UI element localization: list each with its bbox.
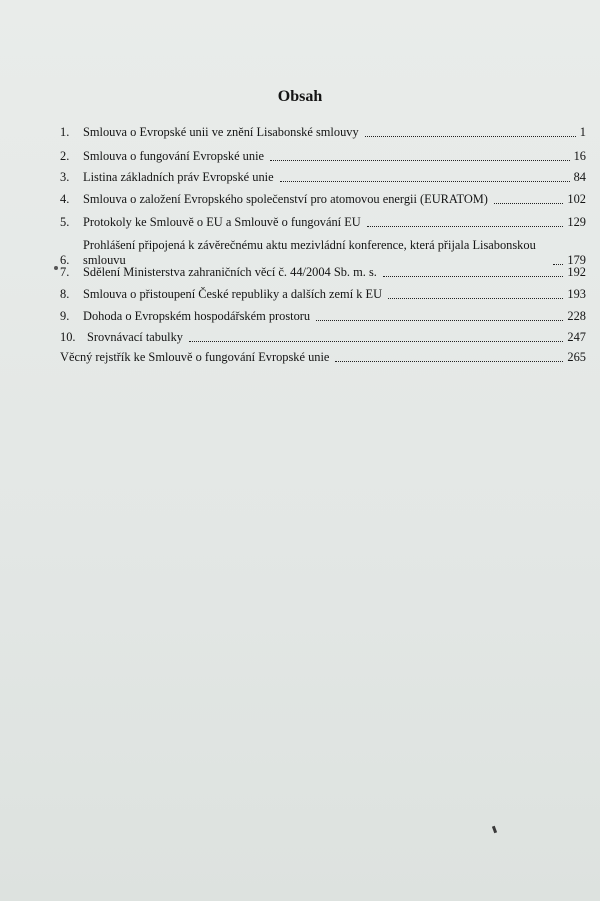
- toc-page: 179: [567, 253, 586, 267]
- toc-entry[interactable]: [60, 265, 586, 280]
- toc-leader: [270, 160, 570, 161]
- toc-leader: [316, 320, 563, 321]
- toc-title: Srovnávací tabulky: [87, 330, 184, 344]
- toc-number: 8.: [60, 287, 70, 301]
- toc-entry[interactable]: [60, 287, 586, 302]
- toc-leader: [494, 203, 563, 204]
- toc-entry[interactable]: [60, 309, 586, 324]
- toc-number: 4.: [60, 192, 70, 206]
- toc-entry[interactable]: [60, 350, 586, 365]
- toc-title: Listina základních práv Evropské unie: [83, 170, 274, 184]
- toc-number: 2.: [60, 149, 70, 163]
- toc-leader: [367, 226, 564, 227]
- page-title: Obsah: [277, 88, 323, 105]
- toc-number: 1.: [60, 125, 70, 139]
- toc-number: 7.: [60, 265, 70, 279]
- toc-leader: [189, 341, 563, 342]
- toc-entry[interactable]: [60, 125, 586, 140]
- toc-page: 102: [567, 192, 586, 206]
- toc-entry[interactable]: [60, 215, 586, 230]
- toc-number: 9.: [60, 309, 70, 323]
- toc-page: 129: [567, 215, 586, 229]
- toc-number: 5.: [60, 215, 70, 229]
- toc-leader: [280, 181, 570, 182]
- toc-entry[interactable]: [60, 192, 586, 207]
- toc-title: Prohlášení připojená k závěrečnému aktu mezivládní konference, která přijala Lisabonskou smlouvu: [83, 238, 536, 267]
- toc-page: 84: [573, 170, 586, 184]
- toc-page: 265: [567, 350, 586, 364]
- toc-page: 247: [567, 330, 586, 344]
- toc-title: Smlouva o fungování Evropské unie: [83, 149, 265, 163]
- toc-title: Smlouva o přistoupení České republiky a dalších zemí k EU: [83, 287, 383, 301]
- toc-title: Věcný rejstřík ke Smlouvě o fungování Evropské unie: [60, 350, 330, 364]
- toc-page: 1: [579, 125, 586, 139]
- toc-page: 228: [567, 309, 586, 323]
- toc-entry[interactable]: [60, 330, 586, 345]
- toc-leader: [383, 276, 564, 277]
- toc-page: 192: [567, 265, 586, 279]
- toc-leader: [388, 298, 563, 299]
- toc-title: Smlouva o založení Evropského společenství pro atomovou energii (EURATOM): [83, 192, 488, 206]
- toc-leader: [365, 136, 576, 137]
- toc-title: Dohoda o Evropském hospodářském prostoru: [83, 309, 311, 323]
- toc-page: 193: [567, 287, 586, 301]
- toc-title: Protokoly ke Smlouvě o EU a Smlouvě o fungování EU: [83, 215, 361, 229]
- toc-page: 16: [573, 149, 586, 163]
- toc-number: 10.: [60, 330, 76, 344]
- toc-leader: [335, 361, 563, 362]
- paper-speck: [54, 266, 58, 270]
- toc-number: 3.: [60, 170, 70, 184]
- toc-number: 6.: [60, 253, 70, 267]
- toc-entry[interactable]: [60, 149, 586, 164]
- toc-entry[interactable]: [60, 238, 586, 268]
- toc-title: Smlouva o Evropské unii ve znění Lisabonské smlouvy: [83, 125, 359, 139]
- toc-title: Sdělení Ministerstva zahraničních věcí č. 44/2004 Sb. m. s.: [83, 265, 377, 279]
- toc-entry[interactable]: [60, 170, 586, 185]
